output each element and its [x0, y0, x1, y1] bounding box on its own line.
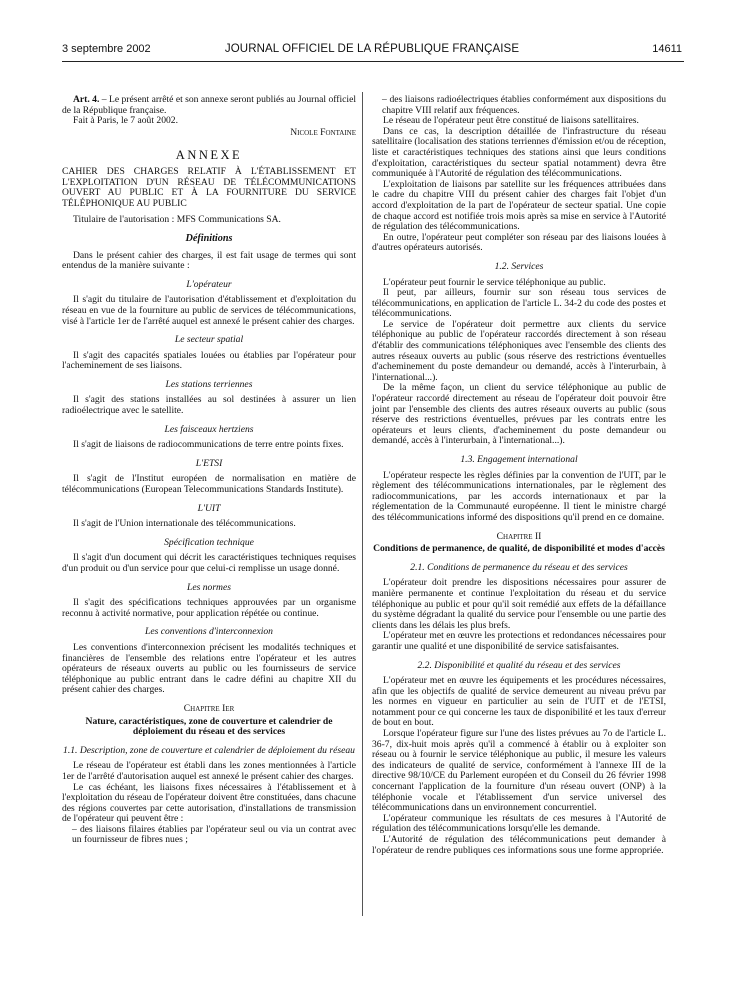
- text-r8: Le service de l'opérateur doit permettre aux clients du service téléphonique au public de l'opérateur raccordés directement à son réseau d'établir des communications téléphoniques avec l'ensemble des clients des autres réseaux ouverts au public (sous réserve des restrictions éventuelles d'acheminement du poste demandeur ou demandé, accès à l'interurbain, à l'international...).: [372, 318, 666, 383]
- text-r6: L'opérateur peut fournir le service téléphonique au public.: [383, 276, 606, 288]
- header-rule: [62, 61, 684, 62]
- text-1-1-b: Le cas échéant, les liaisons fixes nécessaires à l'établissement et à l'exploitation du réseau de l'opérateur doivent être constituées, dans chacune des régions couvertes par cette autorisation, d'installations de transmission de l'opérateur qui peuvent être :: [62, 781, 356, 825]
- section-1-1-heading: 1.1. Description, zone de couverture et calendrier de déploiement du réseau: [63, 744, 355, 756]
- section-1-2-heading: 1.2. Services: [494, 260, 544, 272]
- heading-faisceaux: Les faisceaux hertziens: [164, 423, 254, 435]
- section-2-2-heading: 2.2. Disponibilité et qualité du réseau et des services: [417, 659, 621, 671]
- text-conventions: Les conventions d'interconnexion précisent les modalités techniques et financières de l'ensemble des relations entre l'opérateur et les autres opérateurs de réseaux ouverts au public ou les fournisseurs de service téléphonique au public entrant dans le cadre défini au chapitre XII du présent cahier des charges.: [62, 641, 356, 696]
- text-specification: Il s'agit d'un document qui décrit les caractéristiques techniques requises d'un produit ou d'un service pour que celui-ci remplisse un usage donné.: [62, 552, 356, 574]
- right-column: [372, 95, 666, 856]
- heading-conventions: Les conventions d'interconnexion: [145, 626, 273, 638]
- heading-stations: Les stations terriennes: [165, 378, 253, 390]
- heading-operateur: L'opérateur: [186, 278, 232, 290]
- page-header: [62, 43, 682, 61]
- column-divider: [362, 92, 363, 916]
- text-r13: L'opérateur met en œuvre les équipements et les procédures nécessaires, afin que les objectifs de qualité de service demeurent au niveau prévu par les normes en vigueur en particulier au sein de l'UIT et de l'ETSI, notamment pour ce qui concerne les taux de disponibilité et les taux d'erreur de bout en bout.: [372, 675, 666, 729]
- heading-uit: L'UIT: [197, 502, 221, 514]
- heading-secteur: Le secteur spatial: [174, 334, 244, 346]
- text-operateur: Il s'agit du titulaire de l'autorisation d'établissement et d'exploitation du réseau en vue de la fourniture au public de services de télécommunications, visé à l'article 1er de l'arrêté auquel est annexé le présent cahier des charges.: [62, 294, 356, 327]
- heading-normes: Les normes: [187, 581, 231, 593]
- text-faisceaux: Il s'agit de liaisons de radiocommunications de terre entre points fixes.: [73, 439, 344, 451]
- text-1-1-c: – des liaisons filaires établies par l'opérateur seul ou via un contrat avec un fournisseur de fibres nues ;: [72, 823, 356, 846]
- chapter-1-title: Nature, caractéristiques, zone de couverture et calendrier de déploiement du réseau et des services: [85, 715, 333, 738]
- text-r3: Dans ce cas, la description détaillée de l'infrastructure du réseau satellitaire (localisation des stations terriennes d'émission et/ou de réception, liste et caractéristiques techniques des stations ainsi que leurs conditions d'exploitation, caractéristiques du secteur spatial notamment) devra être communiquée à l'Autorité de régulation des télécommunications.: [372, 125, 666, 180]
- text-r7: Il peut, par ailleurs, fournir sur son réseau tous services de télécommunications, en application de l'article L. 34-2 du code des postes et télécommunications.: [372, 287, 666, 320]
- chapter-1-label: Chapitre Ier: [183, 702, 235, 714]
- text-uit: Il s'agit de l'Union internationale des télécommunications.: [73, 518, 296, 530]
- titulaire: Titulaire de l'autorisation : MFS Communications SA.: [73, 214, 281, 226]
- signature: Nicole Fontaine: [290, 126, 356, 138]
- text-r5: En outre, l'opérateur peut compléter son réseau par des liaisons louées à d'autres opérateurs autorisés.: [372, 231, 666, 254]
- text-r10: L'opérateur respecte les règles définies par la convention de l'UIT, par le règlement des télécommunications internationales, par le règlement des radiocommunications, par les accords internationaux et par la réglementation de la Communauté européenne. Il tient le ministre chargé des télécommunications informé des dispositions qu'il prend en ce domaine.: [372, 469, 666, 523]
- text-secteur: Il s'agit des capacités spatiales louées ou établies par l'opérateur pour l'acheminement de ses liaisons.: [62, 349, 356, 372]
- heading-etsi: L'ETSI: [195, 457, 223, 469]
- text-etsi: Il s'agit de l'Institut européen de normalisation en matière de télécommunications (European Telecommunications Standards Institute).: [62, 473, 356, 496]
- definitions-intro: Dans le présent cahier des charges, il est fait usage de termes qui sont entendus de la manière suivante :: [62, 249, 356, 272]
- text-stations: Il s'agit des stations installées au sol destinées à assurer un lien radioélectrique avec le satellite.: [62, 394, 356, 417]
- page-number: 14611: [652, 43, 682, 55]
- section-1-3-heading: 1.3. Engagement international: [460, 454, 578, 465]
- text-r15: L'opérateur communique les résultats de ces mesures à l'Autorité de régulation des télécommunications lorsqu'elle les demande.: [372, 812, 666, 835]
- journal-title: JOURNAL OFFICIEL DE LA RÉPUBLIQUE FRANÇAISE: [224, 43, 520, 55]
- chapter-2-title: Conditions de permanence, de qualité, de disponibilité et modes d'accès: [373, 543, 665, 555]
- text-r14: Lorsque l'opérateur figure sur l'une des listes prévues au 7o de l'article L. 36-7, dix-huit mois après qu'il a commencé à établir ou à exploiter son réseau ou à fournir le service téléphonique au public, il mesure les valeurs des indicateurs de qualité de service, conformément à l'annexe III de la directive 98/10/CE du Parlement européen et du Conseil du 26 février 1998 concernant l'application de la fourniture d'un réseau ouvert (ONP) à la téléphonie vocale et l'établissement d'un service universel des télécommunications dans un environnement concurrentiel.: [372, 728, 666, 814]
- cahier-title: CAHIER DES CHARGES RELATIF À L'ÉTABLISSEMENT ET L'EXPLOITATION D'UN RÉSEAU DE TÉLÉCOMMUNICATIONS OUVERT AU PUBLIC ET À LA FOURNITURE DU SERVICE TÉLÉPHONIQUE AU PUBLIC: [62, 165, 356, 209]
- annexe-heading: ANNEXE: [175, 148, 243, 163]
- text-r1: – des liaisons radioélectriques établies conformément aux dispositions du chapitre VIII relatif aux fréquences.: [382, 94, 666, 116]
- header-date: 3 septembre 2002: [62, 43, 151, 55]
- text-r12: L'opérateur met en œuvre les protections et redondances nécessaires pour garantir une qualité et une disponibilité de service satisfaisantes.: [372, 630, 666, 652]
- definitions-heading: Définitions: [185, 232, 233, 244]
- text-r16: L'Autorité de régulation des télécommunications peut demander à l'opérateur de rendre publiques ces informations sous une forme appropriée.: [372, 834, 666, 856]
- section-2-1-heading: 2.1. Conditions de permanence du réseau et des services: [410, 561, 628, 573]
- text-normes: Il s'agit des spécifications techniques approuvées par un organisme reconnu à activité normative, pour application répétée ou continue.: [62, 597, 356, 619]
- text-r9: De la même façon, un client du service téléphonique au public de l'opérateur raccordé directement au réseau de l'opérateur doit pouvoir être joint par l'ensemble des clients des autres réseaux ouverts au public (sous réserve des restrictions éventuelles, prévues par les contrats entre les opérateurs et leurs clients, d'acheminement du poste demandeur ou demandé, accès à l'interurbain, à l'international...).: [372, 382, 666, 447]
- chapter-2-label: Chapitre II: [496, 530, 542, 542]
- heading-specification: Spécification technique: [164, 536, 254, 548]
- text-1-1-a: Le réseau de l'opérateur est établi dans les zones mentionnées à l'article 1er de l'arrêté d'autorisation auquel est annexé le présent cahier des charges.: [62, 760, 356, 782]
- text-r11: L'opérateur doit prendre les dispositions nécessaires pour assurer de manière permanente et continue l'exploitation du réseau et du service téléphonique au public et pour qu'il soit remédié aux effets de la défaillance du système dégradant la qualité du service pour l'ensemble ou une partie des clients dans les délais les plus brefs.: [372, 577, 666, 631]
- fait-a-paris: Fait à Paris, le 7 août 2002.: [73, 115, 178, 127]
- text-r4: L'exploitation de liaisons par satellite sur les fréquences attribuées dans le cadre du chapitre VIII du présent cahier des charges fait l'objet d'un accord d'exploitation de la part de l'opérateur de secteur spatial. Une copie de chaque accord est notifiée trois mois après sa mise en service à l'Autorité de régulation des télécommunications.: [372, 178, 666, 233]
- left-column: [62, 95, 356, 846]
- text-r2: Le réseau de l'opérateur peut être constitué de liaisons satellitaires.: [383, 115, 639, 127]
- article-4: Art. 4. – Le présent arrêté et son annexe seront publiés au Journal officiel de la République française.: [62, 94, 357, 116]
